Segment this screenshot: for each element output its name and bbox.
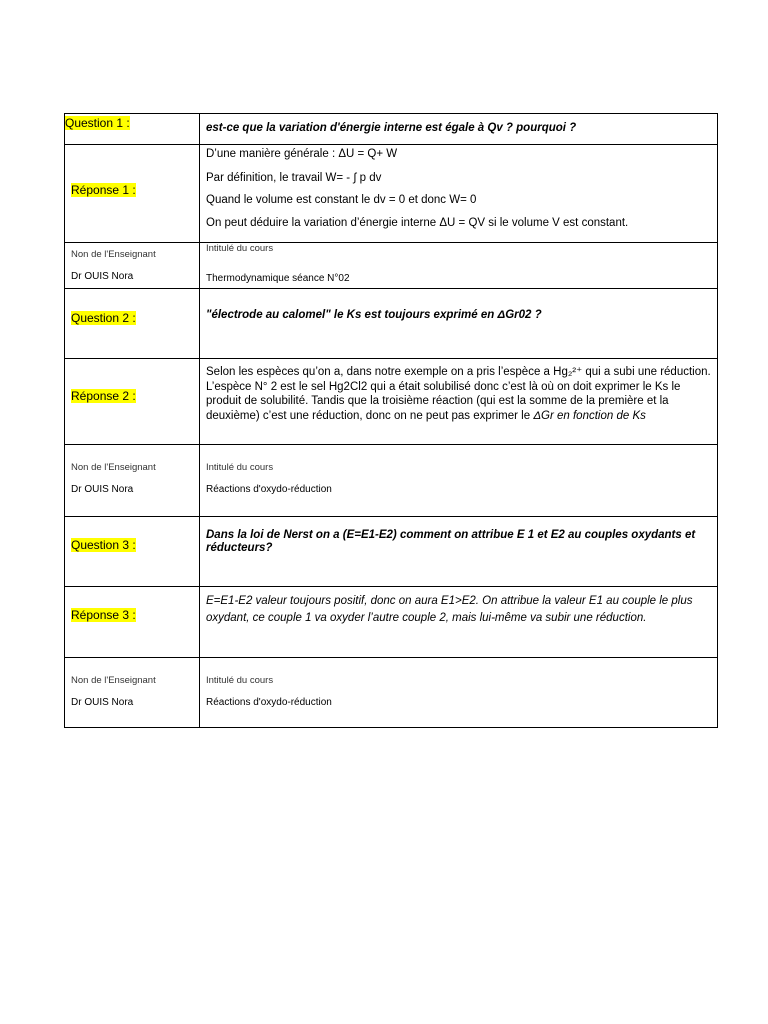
question-2-label: Question 2 :	[71, 311, 136, 325]
question-3-row	[65, 517, 718, 587]
response-1-line: D’une manière générale : ΔU = Q+ W	[206, 148, 398, 160]
response-3-row	[65, 587, 718, 658]
response-1-text	[206, 147, 717, 230]
teacher-course-1-row	[65, 243, 718, 289]
response-3-text: E=E1-E2 valeur toujours positif, donc on aura E1>E2. On attribue la valeur E1 au couple le plus oxydant, ce couple 1 va oxyder l’autre couple 2, mais lui-même va subir une réduction.	[206, 595, 693, 624]
course-name: Réactions d'oxydo-réduction	[206, 697, 332, 708]
response-2-row	[65, 359, 718, 445]
teacher-course-3-row	[65, 658, 718, 728]
question-2-row	[65, 289, 718, 359]
question-2-text: "électrode au calomel" le Ks est toujours exprimé en ΔGr02 ?	[206, 309, 542, 321]
response-1-line: On peut déduire la variation d’énergie interne ΔU = QV si le volume V est constant.	[206, 216, 629, 229]
question-3-label: Question 3 :	[71, 538, 136, 552]
teacher-name: Dr OUIS Nora	[71, 697, 134, 708]
question-3-text: Dans la loi de Nerst on a (E=E1-E2) comment on attribue E 1 et E2 au couples oxydants et réducteurs?	[206, 529, 696, 554]
response-2-text: Selon les espèces qu’on a, dans notre exemple on a pris l’espèce a Hg₂²⁺ qui a subi une réduction. L’espèce N° 2 est le sel Hg2Cl2 qui a était solubilisé donc c’est là où on doit exprimer le Ks le produit de solubilité. Tandis que la troisième réaction (qui est la somme de la première et la deuxième) c’est une réduction, donc on ne peut pas exprimer le ΔGr en fonction de Ks	[206, 366, 711, 422]
course-name: Thermodynamique séance N°02	[206, 273, 350, 284]
course-name: Réactions d'oxydo-réduction	[206, 484, 332, 495]
response-1-line: Quand le volume est constant le dv = 0 et donc W= 0	[206, 194, 477, 206]
qa-table	[64, 113, 718, 728]
teacher-course-2-row	[65, 445, 718, 517]
question-1-text: est-ce que la variation d'énergie interne est égale à Qv ? pourquoi ?	[206, 122, 577, 134]
course-label: Intitulé du cours	[206, 243, 274, 254]
teacher-label: Non de l'Enseignant	[71, 249, 156, 260]
teacher-label: Non de l'Enseignant	[71, 675, 156, 686]
teacher-name: Dr OUIS Nora	[71, 484, 134, 495]
response-3-label: Réponse 3 :	[71, 608, 136, 622]
response-2-label: Réponse 2 :	[71, 389, 136, 403]
teacher-label: Non de l'Enseignant	[71, 462, 156, 473]
course-label: Intitulé du cours	[206, 462, 274, 473]
question-1-row	[65, 114, 718, 145]
course-label: Intitulé du cours	[206, 675, 274, 686]
teacher-name: Dr OUIS Nora	[71, 271, 134, 282]
response-1-line: Par définition, le travail W= - ∫ p dv	[206, 171, 382, 184]
response-1-label: Réponse 1 :	[71, 183, 136, 197]
question-1-label: Question 1 :	[65, 116, 130, 130]
response-1-row	[65, 145, 718, 243]
